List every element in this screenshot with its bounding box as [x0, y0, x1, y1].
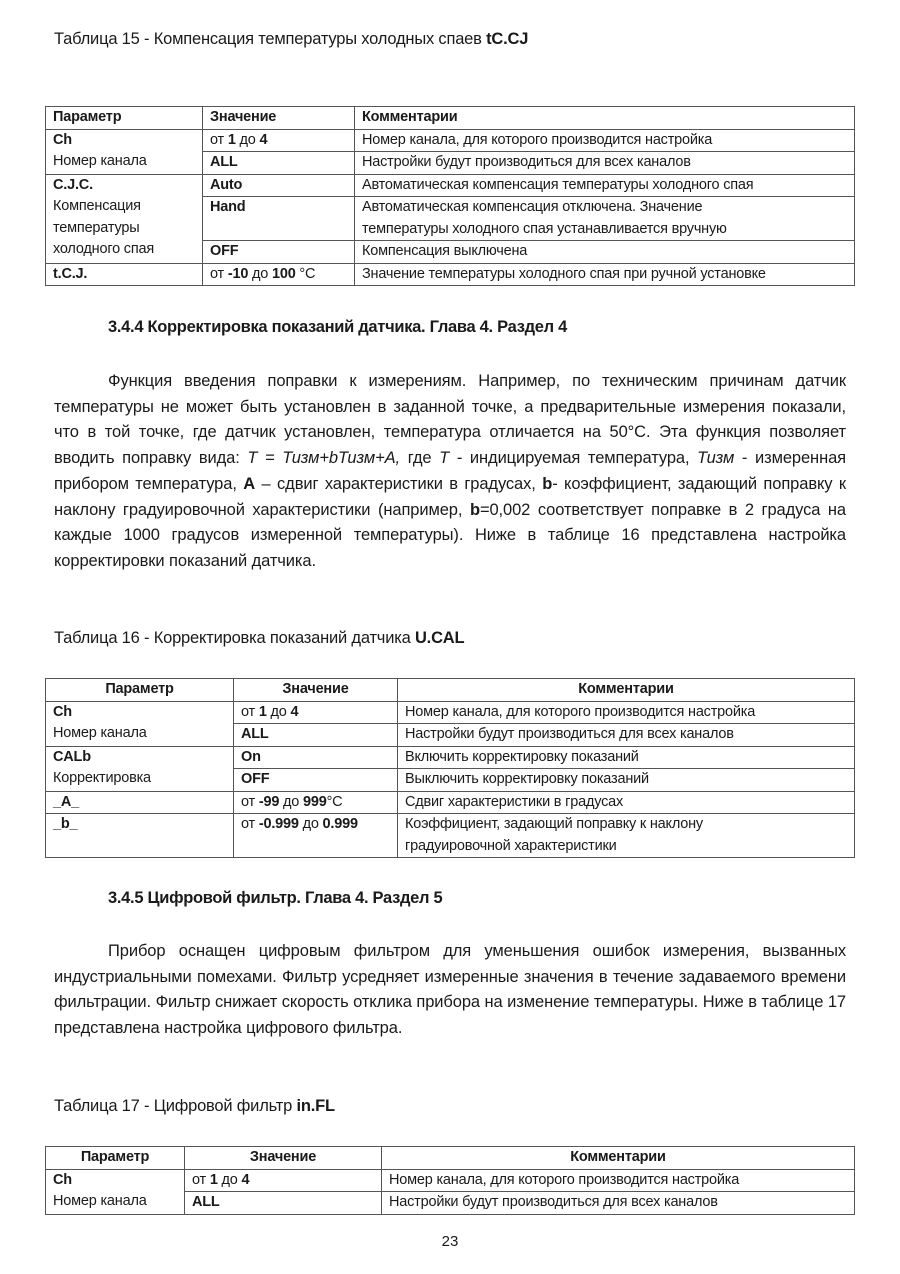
- param-cell: t.C.J.: [46, 263, 203, 286]
- param-code: CALb: [53, 748, 91, 765]
- comment-cell: [355, 197, 855, 241]
- param-name: Номер канала: [53, 1193, 147, 1209]
- value-cell: On: [234, 746, 398, 769]
- table-row: [46, 746, 855, 769]
- param-name-line: температуры: [53, 219, 140, 236]
- value-cell: OFF: [203, 241, 355, 264]
- header-param: Параметр: [46, 1147, 185, 1170]
- section-heading-3-4-4: 3.4.4 Корректировка показаний датчика. Глава 4. Раздел 4: [108, 318, 567, 336]
- param-cell: _A_: [46, 791, 234, 814]
- table-15: [45, 106, 855, 286]
- header-param: Параметр: [46, 679, 234, 702]
- param-cell: [46, 701, 234, 746]
- comment-line: Автоматическая компенсация отключена. Значение: [362, 199, 703, 215]
- comment-line: Коэффициент, задающий поправку к наклону: [405, 816, 703, 832]
- header-value: Значение: [203, 107, 355, 130]
- comment-cell: Значение температуры холодного спая при ручной установке: [355, 263, 855, 286]
- caption-text: Таблица 17 - Цифровой фильтр: [54, 1097, 297, 1115]
- caption-text: Таблица 16 - Корректировка показаний датчика: [54, 629, 415, 647]
- param-code: C.J.C.: [53, 176, 93, 193]
- table-header-row: [46, 679, 855, 702]
- value-cell: ALL: [203, 152, 355, 175]
- header-comment: Комментарии: [382, 1147, 855, 1170]
- table-row: [46, 814, 855, 858]
- table-16-caption: [54, 629, 464, 648]
- value-cell: OFF: [234, 769, 398, 792]
- comment-cell: Автоматическая компенсация температуры холодного спая: [355, 174, 855, 197]
- value-cell: Auto: [203, 174, 355, 197]
- section-heading-3-4-5: 3.4.5 Цифровой фильтр. Глава 4. Раздел 5: [108, 889, 443, 907]
- table-17: [45, 1146, 855, 1215]
- comment-cell: Сдвиг характеристики в градусах: [398, 791, 855, 814]
- table-row: [46, 174, 855, 197]
- comment-cell: Настройки будут производиться для всех каналов: [382, 1192, 855, 1215]
- value-cell: ALL: [185, 1192, 382, 1215]
- header-value: Значение: [185, 1147, 382, 1170]
- comment-cell: Выключить корректировку показаний: [398, 769, 855, 792]
- param-name-line: Компенсация: [53, 198, 141, 214]
- section-3-4-5-paragraph: [54, 939, 846, 1042]
- table-16: [45, 678, 855, 858]
- comment-cell: Номер канала, для которого производится настройка: [355, 129, 855, 152]
- comment-line: градуировочной характеристики: [405, 837, 617, 854]
- table-row: [46, 1169, 855, 1192]
- param-cell: [46, 174, 203, 263]
- comment-cell: Настройки будут производиться для всех каналов: [398, 724, 855, 747]
- table-15-caption: [54, 30, 528, 49]
- header-value: Значение: [234, 679, 398, 702]
- value-cell: от -10 до 100 °C: [203, 263, 355, 286]
- param-name: Корректировка: [53, 770, 151, 786]
- table-row: [46, 791, 855, 814]
- value-cell: ALL: [234, 724, 398, 747]
- param-code: Ch: [53, 131, 72, 148]
- header-comment: Комментарии: [398, 679, 855, 702]
- caption-text: Таблица 15 - Компенсация температуры холодных спаев: [54, 30, 487, 48]
- comment-cell: Настройки будут производиться для всех каналов: [355, 152, 855, 175]
- table-row: [46, 129, 855, 152]
- comment-cell: Номер канала, для которого производится настройка: [398, 701, 855, 724]
- param-name-line: холодного спая: [53, 241, 155, 257]
- header-comment: Комментарии: [355, 107, 855, 130]
- value-cell: от 1 до 4: [234, 701, 398, 724]
- table-header-row: [46, 107, 855, 130]
- section-3-4-4-paragraph: Функция введения поправки к измерениям. Например, по техническим причинам датчик температуры не может быть установлен в заданной точке, а предварительные измерения показали, что в той точке, где датчик установлен, температура отличается на 50°С. Эта функция позволяет вводить поправку вида: Т = Тизм+bТизм+А, где Т - индицируемая температура, Тизм - измеренная прибором температура, А – сдвиг характеристики в градусах, b- коэффициент, задающий поправку к наклону градуировочной характеристики (например, b=0,002 соответствует поправке в 2 градуса на каждые 1000 градусов измеренной температуры). Ниже в таблице 16 представлена настройка корректировки показаний датчика.: [54, 372, 846, 570]
- value-cell: Hand: [203, 197, 355, 241]
- param-cell: [46, 746, 234, 791]
- param-cell: [46, 129, 203, 174]
- comment-cell: Включить корректировку показаний: [398, 746, 855, 769]
- param-name: Номер канала: [53, 725, 147, 741]
- caption-code: tC.CJ: [486, 30, 529, 48]
- param-cell: _b_: [46, 814, 234, 858]
- table-header-row: [46, 1147, 855, 1170]
- paragraph-text: Прибор оснащен цифровым фильтром для уменьшения ошибок измерения, вызванных индустриальными помехами. Фильтр усредняет измеренные значения в течение задаваемого времени фильтрации. Фильтр снижает скорость отклика прибора на изменение температуры. Ниже в таблице 17 представлена настройка цифрового фильтра.: [54, 942, 846, 1038]
- param-name: Номер канала: [53, 153, 147, 169]
- comment-cell: Компенсация выключена: [355, 241, 855, 264]
- param-cell: [46, 1169, 185, 1214]
- table-row: [46, 263, 855, 286]
- comment-cell: Номер канала, для которого производится настройка: [382, 1169, 855, 1192]
- value-cell: от -99 до 999°C: [234, 791, 398, 814]
- table-17-caption: [54, 1097, 335, 1116]
- table-row: [46, 701, 855, 724]
- value-cell: от -0.999 до 0.999: [234, 814, 398, 858]
- comment-cell: [398, 814, 855, 858]
- caption-code: in.FL: [296, 1097, 335, 1115]
- caption-code: U.CAL: [414, 629, 465, 647]
- value-cell: от 1 до 4: [203, 129, 355, 152]
- header-param: Параметр: [46, 107, 203, 130]
- param-code: Ch: [53, 1171, 72, 1188]
- param-code: Ch: [53, 703, 72, 720]
- value-cell: от 1 до 4: [185, 1169, 382, 1192]
- comment-line: температуры холодного спая устанавливается вручную: [362, 220, 727, 237]
- page-number: 23: [441, 1233, 459, 1250]
